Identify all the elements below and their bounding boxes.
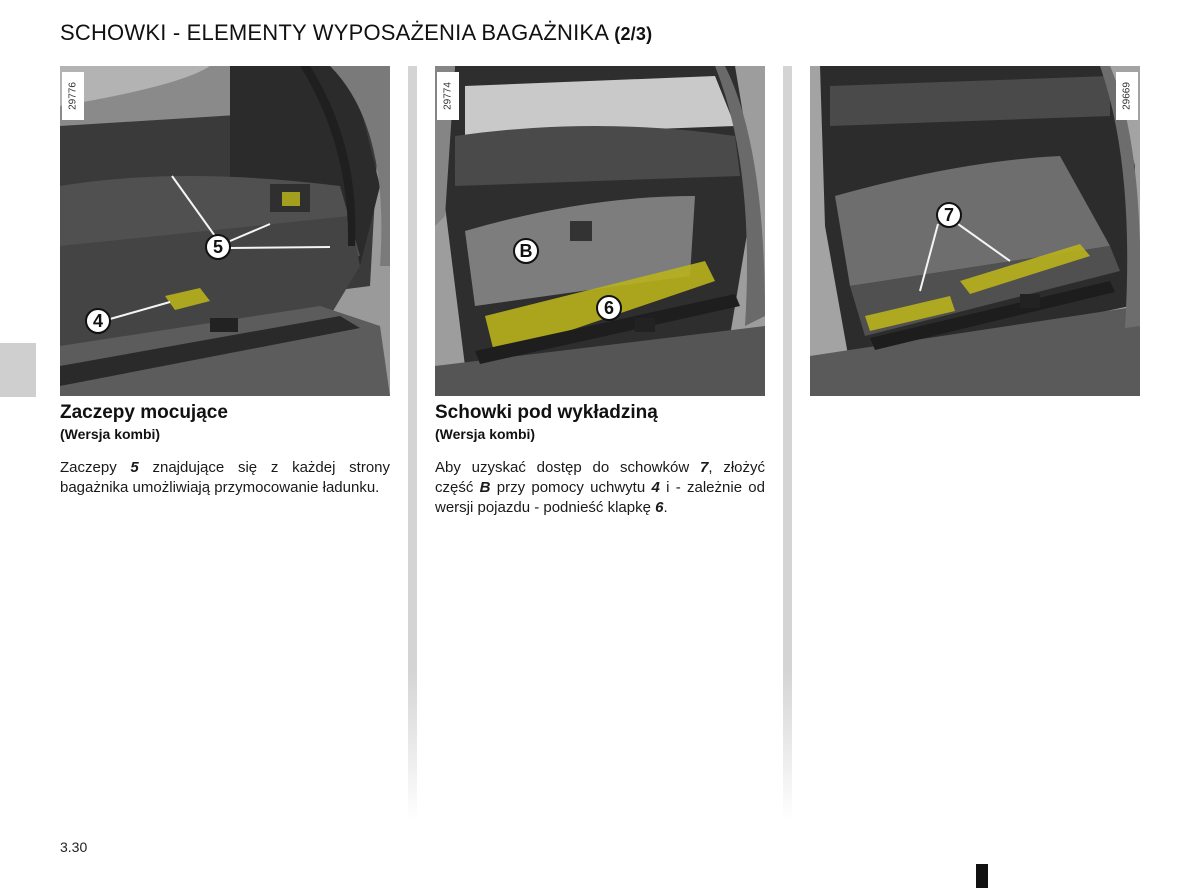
section-body: Aby uzyskać dostęp do schowków 7, złożyć część B przy pomocy uchwytu 4 i - zależnie od wersji pojazdu - podnieść klapkę 6.	[435, 459, 765, 516]
ref-number: 5	[130, 459, 139, 476]
photo-under-floor-storage	[435, 66, 765, 396]
callout-6: 6	[596, 295, 622, 321]
section-anchoring-hooks	[60, 402, 390, 498]
photo-trunk-hooks	[60, 66, 390, 396]
page-title-text: SCHOWKI - ELEMENTY WYPOSAŻENIA BAGAŻNIKA	[60, 20, 608, 45]
storage-compartments-illustration	[810, 66, 1140, 396]
page-title-part: (2/3)	[614, 24, 653, 44]
section-heading: Zaczepy mocujące	[60, 402, 228, 423]
under-floor-storage-illustration	[435, 66, 765, 396]
trunk-hooks-illustration	[60, 66, 390, 396]
callout-b: B	[513, 238, 539, 264]
section-subheading: (Wersja kombi)	[435, 426, 536, 442]
ref-number: 6	[655, 499, 664, 516]
photo-storage-compartments	[810, 66, 1140, 396]
callout-5: 5	[205, 234, 231, 260]
page-number: 3.30	[60, 839, 88, 855]
column-separator	[408, 66, 417, 821]
callout-7: 7	[936, 202, 962, 228]
section-subheading: (Wersja kombi)	[60, 426, 161, 442]
image-reference-code: 29669	[1116, 72, 1138, 120]
column-separator	[783, 66, 792, 821]
ref-number: 7	[700, 459, 709, 476]
image-reference-code: 29776	[62, 72, 84, 120]
ref-number: 4	[651, 479, 660, 496]
callout-4: 4	[85, 308, 111, 334]
section-heading: Schowki pod wykładziną	[435, 402, 658, 423]
section-under-floor-storage	[435, 402, 765, 518]
page-edge-marker	[976, 864, 988, 888]
page-title	[60, 20, 652, 46]
image-reference-code: 29774	[437, 72, 459, 120]
ref-letter: B	[479, 479, 491, 496]
chapter-tab	[0, 343, 36, 397]
section-body: Zaczepy 5 znajdujące się z każdej strony bagażnika umożliwiają przymocowanie ładunku.	[60, 459, 391, 496]
